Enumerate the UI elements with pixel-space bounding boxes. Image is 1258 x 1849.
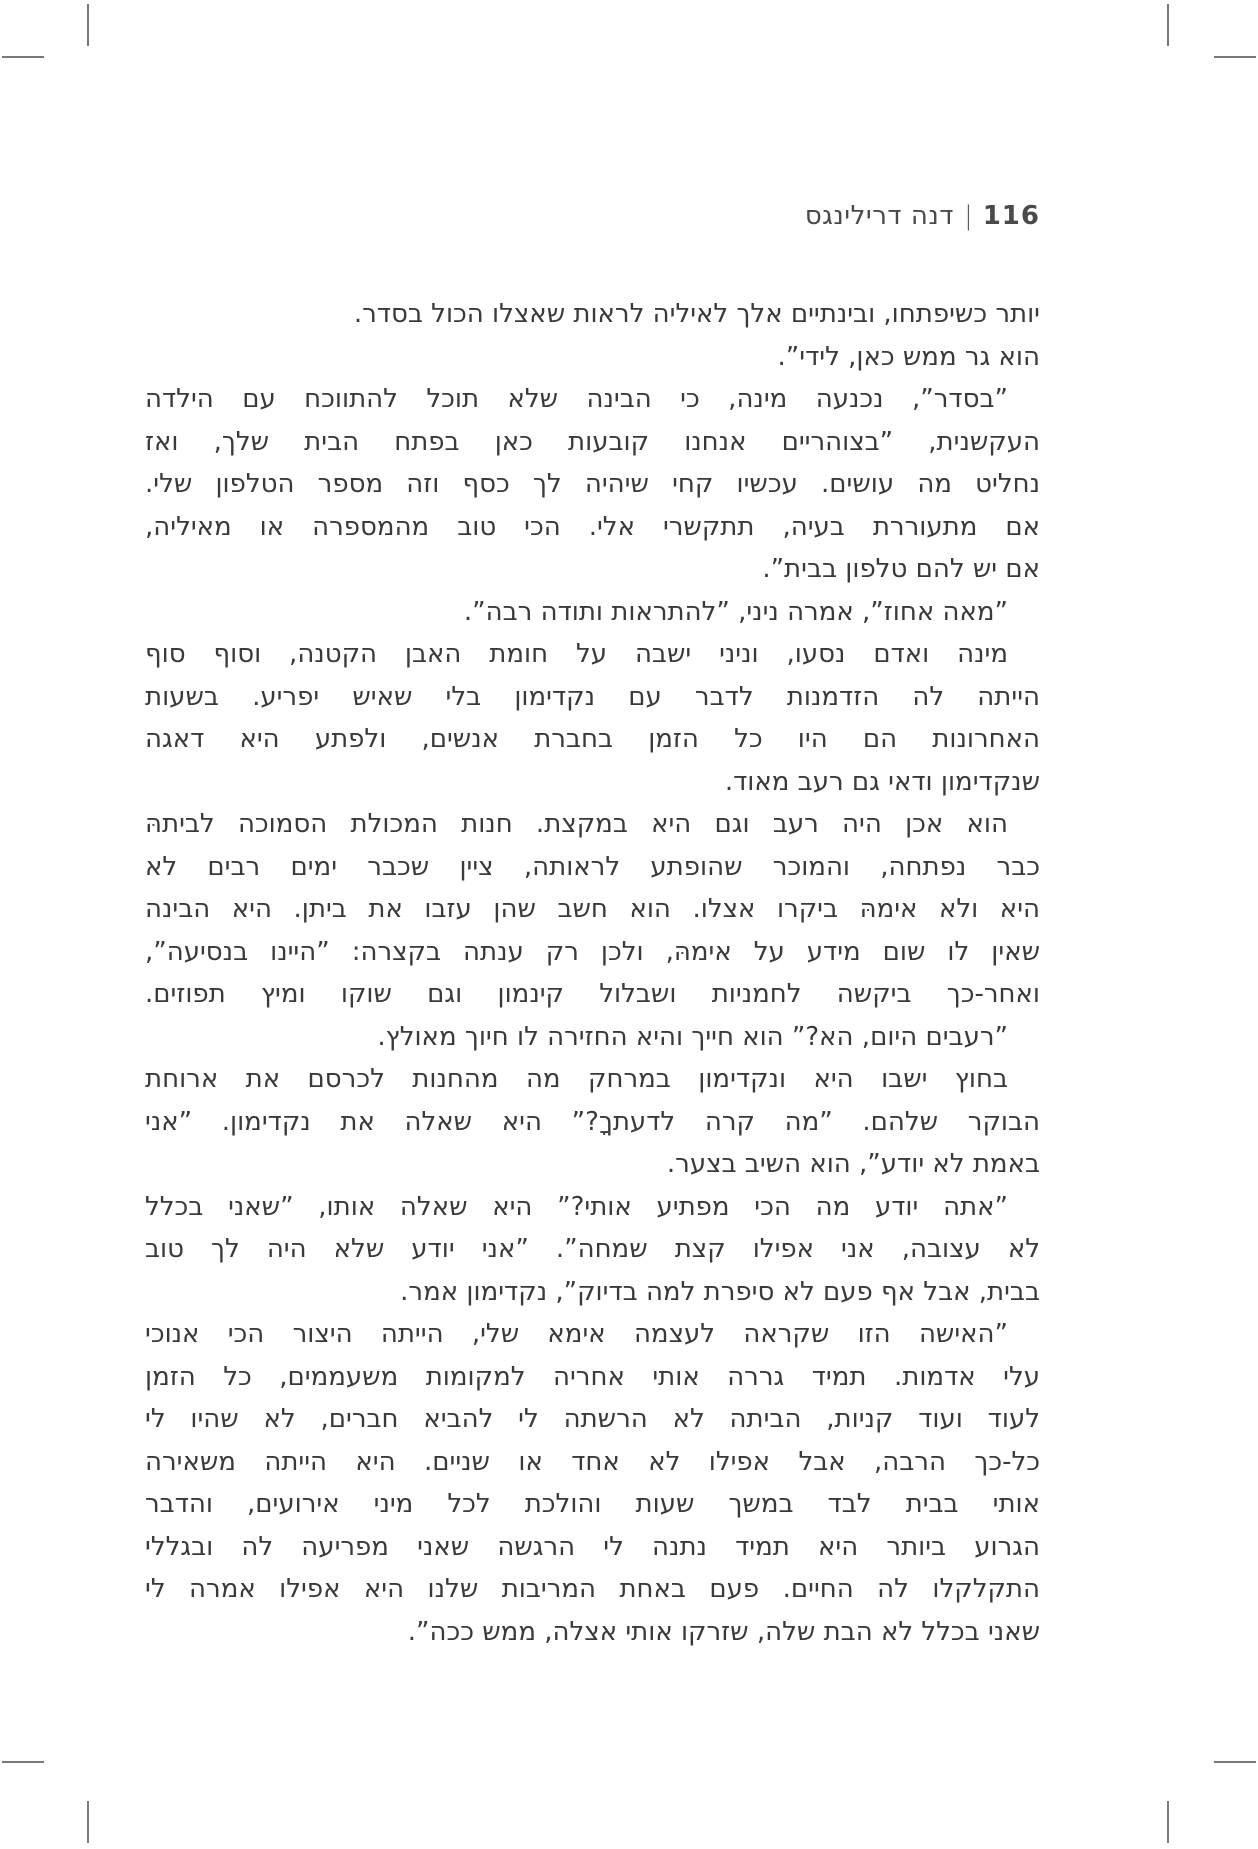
page-number: 116 xyxy=(982,201,1040,231)
body-text xyxy=(145,293,1040,1653)
text-line: הוא גר ממש כאן, לידי”. xyxy=(777,341,1040,372)
text-line: שנקדימון ודאי גם רעב מאוד. xyxy=(724,766,1040,797)
text-line: ”בסדר”, נכנעה מינה, כי הבינה שלא תוכל להתווכח עם הילדה xyxy=(145,384,1008,414)
text-line: לעוד ועוד קניות, הביתה לא הרשתה לי להביא חברים, לא שהיו לי xyxy=(145,1404,1040,1434)
text-line: יותר כשיפתחו, ובינתיים אלך לאיליה לראות שאצלו הכול בסדר. xyxy=(353,299,1040,329)
text-line: ”רעבים היום, הא?” הוא חייך והיא החזירה לו חיוך מאולץ. xyxy=(377,1021,1008,1052)
text-line: הוא אכן היה רעב וגם היא במקצת. חנות המכולת הסמוכה לביתהּ xyxy=(145,809,1008,839)
text-line: שאני בכלל לא הבת שלה, שזרקו אותי אצלה, ממש ככה”. xyxy=(407,1616,1040,1647)
text-line: ”מאה אחוז”, אמרה ניני, ”להתראות ותודה רבה”. xyxy=(463,596,1008,627)
text-line: הייתה לה הזדמנות לדבר עם נקדימון בלי שאיש יפריע. בשעות xyxy=(145,681,1040,712)
running-title: דנה דרילינגס xyxy=(804,201,954,231)
text-line: לא עצובה, אני אפילו קצת שמחה”. ”אני יודע שלא היה לך טוב xyxy=(145,1234,1040,1264)
crop-mark-top-left-vertical xyxy=(87,4,89,46)
text-line: אותי בבית לבד במשך שעות והולכת לכל מיני אירועים, והדבר xyxy=(145,1489,1040,1519)
text-line: עלי אדמות. תמיד גררה אותי אחריה למקומות משעממים, כל הזמן xyxy=(145,1361,1040,1392)
text-line: ”האישה הזו שקראה לעצמה אימא שלי, הייתה היצור הכי אנוכי xyxy=(145,1319,1008,1349)
crop-mark-bottom-left-horizontal xyxy=(2,1761,44,1763)
text-line: כבר נפתחה, והמוכר שהופתע לראותה, ציין שכבר ימים רבים לא xyxy=(145,851,1040,882)
text-line: ”אתה יודע מה הכי מפתיע אותי?” היא שאלה אותו, ”שאני בכלל xyxy=(145,1191,1008,1222)
text-line: שאין לו שום מידע על אימהּ, ולכן רק ענתה בקצרה: ”היינו בנסיעה”, xyxy=(145,936,1040,967)
crop-mark-top-right-horizontal xyxy=(1214,56,1256,58)
text-line: התקלקלו לה החיים. פעם באחת המריבות שלנו היא אפילו אמרה לי xyxy=(145,1574,1040,1604)
text-line: האחרונות הם היו כל הזמן בחברת אנשים, ולפתע היא דאגה xyxy=(145,724,1040,754)
text-line: היא ולא אימהּ ביקרו אצלו. הוא חשב שהן עזבו את ביתן. היא הבינה xyxy=(145,894,1040,924)
text-line: ואחר-כך ביקשה לחמניות ושבלול קינמון וגם שוקו ומיץ תפוזים. xyxy=(145,979,1040,1009)
text-line: בחוץ ישבו היא ונקדימון במרחק מה מהחנות לכרסם את ארוחת xyxy=(145,1064,1008,1094)
text-line: אם מתעוררת בעיה, תתקשרי אלי. הכי טוב מהמספרה או מאיליה, xyxy=(145,511,1040,542)
text-line: העקשנית, ”בצוהריים אנחנו קובעות כאן בפתח הבית שלך, ואז xyxy=(145,426,1040,457)
text-line: בבית, אבל אף פעם לא סיפרת למה בדיוק”, נקדימון אמר. xyxy=(400,1276,1040,1307)
crop-mark-bottom-right-horizontal xyxy=(1214,1761,1256,1763)
text-line: כל-כך הרבה, אבל אפילו לא אחד או שניים. היא הייתה משאירה xyxy=(145,1446,1040,1477)
text-line: באמת לא יודע”, הוא השיב בצער. xyxy=(666,1149,1040,1179)
text-line: הבוקר שלהם. ”מה קרה לדעתךָ?” היא שאלה את נקדימון. ”אני xyxy=(145,1106,1040,1137)
text-line: נחליט מה עושים. עכשיו קחי שיהיה לך כסף וזה מספר הטלפון שלי. xyxy=(145,469,1040,499)
text-line: הגרוע ביותר היא תמיד נתנה לי הרגשה שאני מפריעה לה ובגללי xyxy=(145,1531,1040,1562)
header-separator: | xyxy=(963,201,973,231)
crop-mark-top-left-horizontal xyxy=(2,56,44,58)
crop-mark-bottom-right-vertical xyxy=(1167,1801,1169,1843)
crop-mark-bottom-left-vertical xyxy=(87,1801,89,1843)
text-line: אם יש להם טלפון בבית”. xyxy=(762,554,1040,584)
page-header xyxy=(805,201,1040,231)
text-line: מינה ואדם נסעו, וניני ישבה על חומת האבן הקטנה, וסוף סוף xyxy=(145,639,1008,669)
crop-mark-top-right-vertical xyxy=(1167,4,1169,46)
